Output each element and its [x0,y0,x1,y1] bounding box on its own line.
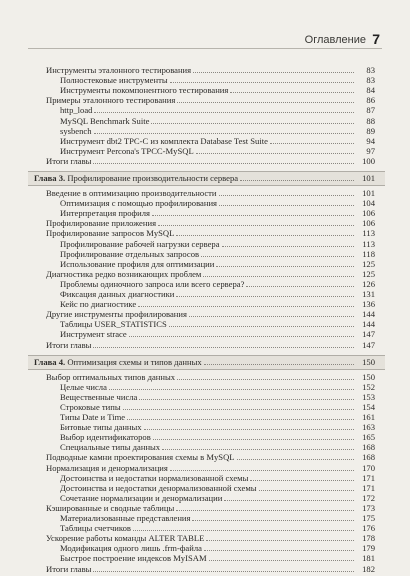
toc-page-number: 154 [362,401,375,412]
toc-page-number: 89 [366,125,375,136]
toc-entry-text: Инструменты покомпонентного тестирования [60,85,229,96]
dot-leader [240,180,354,181]
toc-page-number: 172 [362,492,375,503]
dot-leader [133,530,354,531]
toc-entry[interactable] [0,155,410,167]
toc-entry-text: Введение в оптимизацию производительности [46,188,217,198]
toc-entry-text: Инструменты эталонного тестирования [46,65,192,75]
chapter-heading[interactable] [0,356,410,368]
toc-entry-text: Профилирование рабочей нагрузки сервера [60,238,220,249]
toc-entry-title [46,155,91,167]
dot-leader [93,571,354,572]
toc-page-number: 94 [366,135,375,146]
toc-entry-title [34,356,202,368]
toc-entry-text: Специальные типы данных [60,442,161,453]
toc-page-number: 87 [366,105,375,116]
toc-page-number: 118 [362,248,375,259]
toc-entry[interactable] [0,339,410,351]
toc-page-number: 84 [366,85,375,96]
toc-entry-text: Таблицы счетчиков [60,523,131,534]
dot-leader [94,133,354,134]
dot-leader [93,347,354,348]
dot-leader [196,153,354,154]
toc-entry-text: Инструмент Percona's TPCC-MySQL [60,145,194,156]
dot-leader [203,276,354,277]
dot-leader [246,286,354,287]
toc-entry-text: Профилирование отдельных запросов [60,248,200,259]
dot-leader [222,246,354,247]
toc-entry-text: Инструмент strace [60,329,127,340]
toc-page-number: 182 [362,563,375,574]
dot-leader [158,225,354,226]
toc-entry-text: Профилирование приложения [46,218,157,229]
toc-page-number: 153 [362,391,375,402]
dot-leader [204,550,354,551]
toc-entry-text: Итоги главы [46,563,92,574]
dot-leader [139,399,354,400]
dot-leader [129,336,354,337]
toc-page-number: 171 [362,482,375,493]
toc-entry-text: Кейс по диагностике [60,299,137,310]
dot-leader [209,560,354,561]
toc-page-number: 83 [366,75,375,86]
toc-entry-text: Строковые типы [60,401,121,412]
toc-page-number: 106 [362,218,375,229]
toc-entry-text: Достоинства и недостатки денормализованной схемы [60,482,257,493]
dot-leader [162,449,354,450]
chapter-heading[interactable] [0,172,410,184]
dot-leader [127,419,354,420]
toc-page-number: 181 [362,553,375,564]
toc-page-number: 176 [362,523,375,534]
toc-page-number: 163 [362,422,375,433]
toc-entry-text: http_load [60,105,93,116]
dot-leader [151,123,354,124]
toc-entry-title [46,339,91,351]
toc-page-number: 131 [362,289,375,299]
toc-page-number: 178 [362,533,375,544]
toc-page-number: 126 [362,278,375,289]
dot-leader [153,439,354,440]
toc-entry-text: Итоги главы [46,155,92,166]
dot-leader [94,112,354,113]
dot-leader [201,256,354,257]
toc-entry-text: Кэшированные и сводные таблицы [46,502,175,513]
dot-leader [193,72,354,73]
toc-entry[interactable] [0,563,410,575]
dot-leader [219,195,354,196]
dot-leader [138,306,354,307]
dot-leader [93,163,354,164]
toc-page-number: 100 [362,155,375,166]
toc-page-number: 161 [362,412,375,422]
toc-entry-text: Диагностика редко возникающих проблем [46,268,202,279]
toc-entry-text: Целые числа [60,381,107,392]
toc-entry-text: MySQL Benchmark Suite [60,115,150,126]
toc-entry-text: Типы Date и Time [60,412,126,422]
toc-entry-text: Подводные камни проектирования схемы в MySQL [46,452,235,463]
toc-entry-text: Выбор идентификаторов [60,432,151,443]
toc-entry-text: Оптимизация схемы и типов данных [67,356,202,367]
toc-entry-text: Инструмент dbt2 TPC-C из комплекта Database Test Suite [60,135,268,146]
dot-leader [224,500,354,501]
dot-leader [250,480,354,481]
dot-leader [270,143,354,144]
toc-page-number: 144 [362,319,375,330]
dot-leader [216,266,354,267]
toc-entry-text: Интерпретация профиля [60,208,150,219]
toc-page-number: 101 [362,188,375,198]
toc-entry-text: Оптимизация с помощью профилирования [60,198,217,209]
dot-leader [169,326,354,327]
chapter-label: Глава 4. [34,356,66,367]
header-rule [28,48,382,49]
running-title: Оглавление [304,34,366,46]
toc-page-number: 106 [362,208,375,219]
dot-leader [206,540,354,541]
toc-entry-text: Фиксация данных диагностики [60,289,175,299]
chapter-label: Глава 3. [34,173,66,183]
toc-page-number: 144 [362,309,375,320]
toc-page-number: 150 [362,356,375,367]
toc-entry-text: Выбор оптимальных типов данных [46,371,176,382]
toc-entry-text: Использование профиля для оптимизации [60,258,215,269]
toc-entry-text: Модификация одного лишь .frm-файла [60,543,202,554]
toc-entry-text: Проблемы одиночного запроса или всего сервера? [60,278,245,289]
toc-entry-text: Вещественные числа [60,391,138,402]
toc-page-number: 150 [362,371,375,382]
toc-page-number: 113 [362,238,375,249]
toc-entry-text: sysbench [60,125,92,136]
dot-leader [259,490,354,491]
toc-page-number: 165 [362,432,375,443]
toc-entry-title [34,172,238,184]
toc-page-number: 83 [366,65,375,75]
toc-entry-text: Материализованные представления [60,513,191,523]
toc-page-number: 168 [362,452,375,463]
dot-leader [177,379,354,380]
toc-page-number: 179 [362,543,375,554]
toc-page-number: 86 [366,95,375,106]
toc-page-number: 97 [366,145,375,156]
toc-page-number: 88 [366,115,375,126]
toc-entry-text: Нормализация и денормализация [46,462,168,473]
toc-page-number: 136 [362,299,375,310]
toc-entry-text: Сочетание нормализации и денормализации [60,492,223,503]
page-number: 7 [372,31,380,47]
toc-page-number: 125 [362,258,375,269]
dot-leader [152,215,354,216]
toc-entry-text: Битовые типы данных [60,422,142,433]
toc-page-number: 147 [362,339,375,350]
dot-leader [176,510,354,511]
toc-entry-text: Профилирование производительности сервера [67,173,239,183]
dot-leader [176,235,354,236]
dot-leader [170,82,354,83]
dot-leader [170,470,354,471]
toc-page-number: 173 [362,502,375,513]
toc-page-number: 170 [362,462,375,473]
toc-entry-text: Полностековые инструменты [60,75,168,86]
dot-leader [237,459,354,460]
toc-page-number: 168 [362,442,375,453]
toc-entry-title [46,563,91,575]
toc-page-number: 171 [362,472,375,483]
toc-entry-text: Итоги главы [46,339,92,350]
toc-page-number: 147 [362,329,375,340]
toc-entry-text: Профилирование запросов MySQL [46,228,175,239]
dot-leader [189,316,354,317]
toc-entry-text: Другие инструменты профилирования [46,309,187,320]
toc-entry-text: Ускорение работы команды ALTER TABLE [46,533,205,544]
dot-leader [219,205,354,206]
toc-page-number: 125 [362,268,375,279]
toc-entry-text: Таблицы USER_STATISTICS [60,319,167,330]
toc-page-number: 104 [362,198,375,209]
toc-entry-text: Достоинства и недостатки нормализованной схемы [60,472,249,483]
page-header [0,0,410,48]
toc-page-number: 113 [362,228,375,239]
toc-entry-text: Примеры эталонного тестирования [46,95,176,106]
dot-leader [204,364,354,365]
dot-leader [192,520,354,521]
dot-leader [144,429,354,430]
dot-leader [109,389,354,390]
toc-page-number: 152 [362,381,375,392]
dot-leader [177,102,354,103]
dot-leader [230,92,354,93]
toc-page-number: 101 [362,173,375,183]
dot-leader [176,296,354,297]
toc-entry-text: Быстрое построение индексов MyISAM [60,553,207,564]
toc-page-number: 175 [362,513,375,523]
dot-leader [123,409,354,410]
